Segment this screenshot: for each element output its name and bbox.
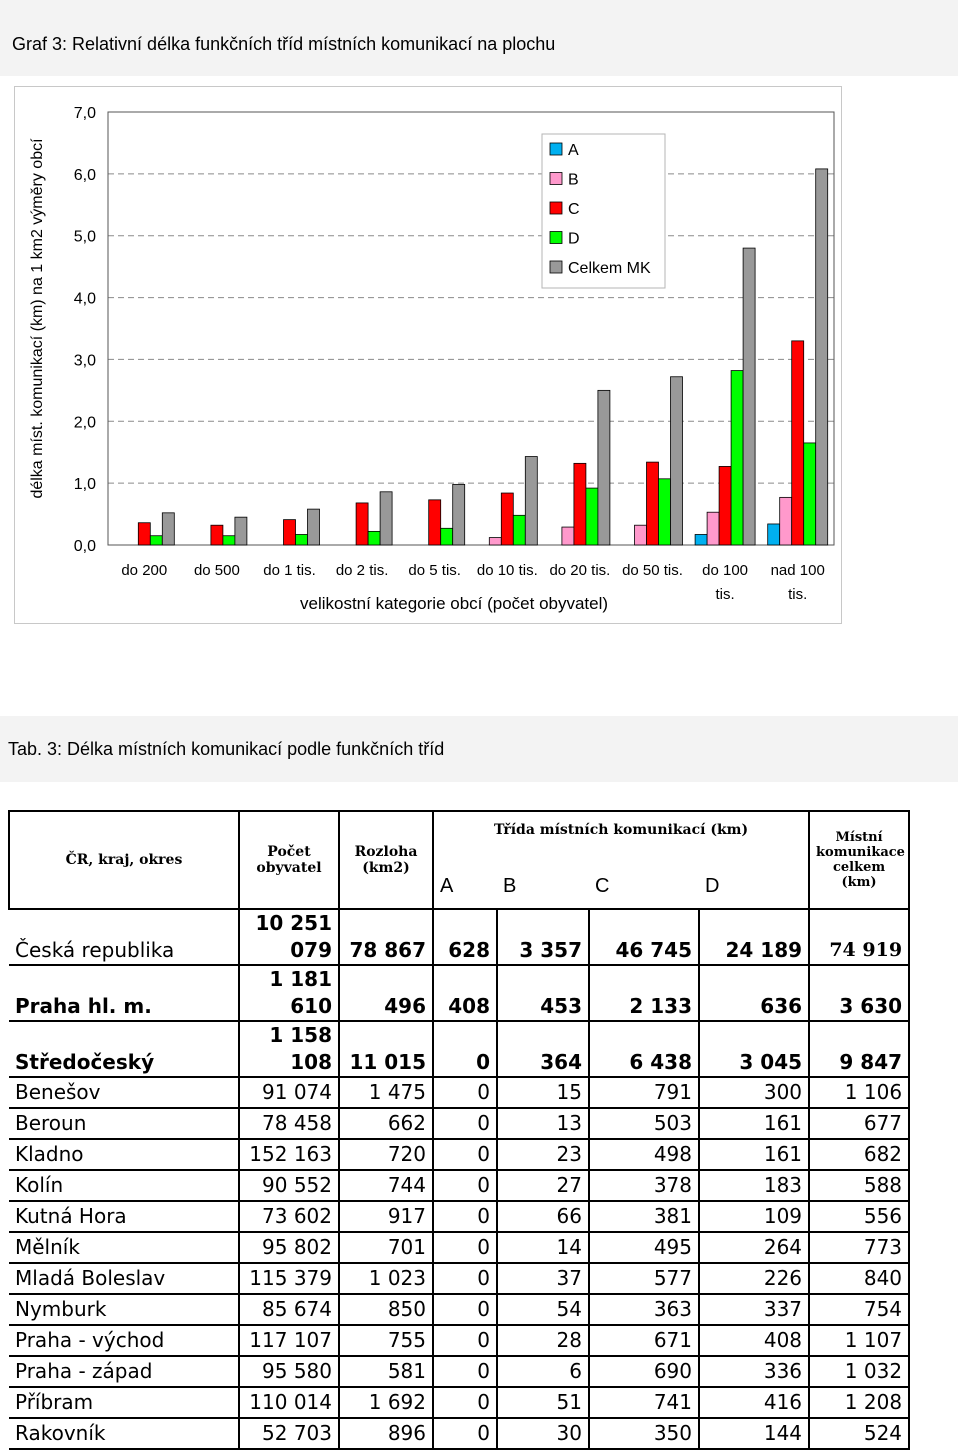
bar-d	[731, 371, 743, 545]
bar-d	[150, 536, 162, 545]
y-tick-label: 2,0	[73, 414, 96, 432]
population-cell: 52 703	[239, 1418, 339, 1449]
district-name: Kutná Hora	[9, 1201, 239, 1232]
class-b-cell: 3 357	[497, 909, 589, 965]
summary-row	[9, 1021, 909, 1077]
x-category-label: do 200	[121, 562, 168, 579]
class-a-cell: 0	[433, 1387, 497, 1418]
district-name: Beroun	[9, 1108, 239, 1139]
bar-d	[659, 479, 671, 545]
x-category-label: do 500	[193, 562, 240, 579]
bar-c	[647, 462, 659, 545]
legend-label: B	[568, 171, 579, 189]
x-category-label: nad 100	[770, 562, 825, 579]
bar-b	[635, 525, 647, 545]
bar-d	[296, 534, 308, 545]
bar-d	[804, 443, 816, 545]
population-cell: 73 602	[239, 1201, 339, 1232]
y-tick-label: 6,0	[73, 166, 96, 184]
header-class-d: D	[699, 865, 809, 909]
header-class-a: A	[433, 865, 497, 909]
y-axis-label: délka míst. komunikací (km) na 1 km2 výměry obcí	[29, 138, 46, 499]
class-a-cell: 0	[433, 1232, 497, 1263]
area-cell: 896	[339, 1418, 433, 1449]
area-cell: 1 023	[339, 1263, 433, 1294]
header-total	[809, 811, 909, 909]
district-name: Kladno	[9, 1139, 239, 1170]
total-cell: 524	[809, 1418, 909, 1449]
bar-b	[707, 512, 719, 545]
population-cell	[239, 909, 339, 965]
bar-c	[574, 463, 586, 545]
bar-a	[695, 534, 707, 545]
district-name: Praha - východ	[9, 1325, 239, 1356]
class-b-cell: 13	[497, 1108, 589, 1139]
legend-label: A	[568, 142, 579, 159]
district-row	[9, 1170, 909, 1201]
population-cell: 115 379	[239, 1263, 339, 1294]
population-cell: 91 074	[239, 1077, 339, 1108]
region-name: Česká republika	[9, 909, 239, 965]
total-cell: 556	[809, 1201, 909, 1232]
district-name: Rakovník	[9, 1418, 239, 1449]
header-population-line2: obyvatel	[256, 860, 322, 876]
x-category-label: do 100	[702, 562, 749, 579]
total-cell: 682	[809, 1139, 909, 1170]
total-cell: 3 630	[809, 965, 909, 1021]
legend-swatch	[550, 232, 562, 244]
class-d-cell: 109	[699, 1201, 809, 1232]
class-d-cell: 3 045	[699, 1021, 809, 1077]
class-a-cell: 0	[433, 1108, 497, 1139]
class-d-cell: 264	[699, 1232, 809, 1263]
header-population	[239, 811, 339, 909]
district-row	[9, 1263, 909, 1294]
total-cell: 1 107	[809, 1325, 909, 1356]
population-cell: 110 014	[239, 1387, 339, 1418]
class-b-cell: 30	[497, 1418, 589, 1449]
area-cell: 496	[339, 965, 433, 1021]
y-tick-label: 1,0	[73, 476, 96, 494]
population-line2: 079	[290, 938, 332, 962]
header-region: ČR, kraj, okres	[9, 811, 239, 909]
bar-celkem-mk	[671, 377, 683, 545]
class-a-cell: 0	[433, 1021, 497, 1077]
x-category-label: tis.	[788, 586, 808, 603]
class-b-cell: 37	[497, 1263, 589, 1294]
total-cell: 840	[809, 1263, 909, 1294]
area-cell: 581	[339, 1356, 433, 1387]
area-cell: 11 015	[339, 1021, 433, 1077]
class-d-cell: 416	[699, 1387, 809, 1418]
bar-c	[284, 520, 296, 545]
district-name: Kolín	[9, 1170, 239, 1201]
bar-b	[489, 538, 501, 545]
class-d-cell: 183	[699, 1170, 809, 1201]
area-cell: 701	[339, 1232, 433, 1263]
header-population-line1: Počet	[267, 844, 311, 860]
region-name: Praha hl. m.	[9, 965, 239, 1021]
y-tick-label: 4,0	[73, 290, 96, 308]
class-a-cell: 0	[433, 1418, 497, 1449]
legend-swatch	[550, 261, 562, 273]
bar-celkem-mk	[598, 390, 610, 545]
bar-d	[586, 488, 598, 545]
district-row	[9, 1201, 909, 1232]
class-a-cell: 408	[433, 965, 497, 1021]
class-b-cell: 54	[497, 1294, 589, 1325]
header-total-line3: celkem (km)	[832, 860, 886, 890]
chart-area	[14, 86, 842, 624]
class-c-cell: 690	[589, 1356, 699, 1387]
class-c-cell: 498	[589, 1139, 699, 1170]
class-a-cell: 0	[433, 1356, 497, 1387]
total-cell: 677	[809, 1108, 909, 1139]
district-name: Mladá Boleslav	[9, 1263, 239, 1294]
bar-celkem-mk	[525, 457, 537, 545]
class-a-cell: 0	[433, 1294, 497, 1325]
population-cell	[239, 965, 339, 1021]
bar-celkem-mk	[380, 492, 392, 545]
bar-chart	[15, 87, 841, 623]
bar-a	[768, 524, 780, 545]
class-a-cell: 0	[433, 1263, 497, 1294]
area-cell: 755	[339, 1325, 433, 1356]
bar-b	[780, 497, 792, 545]
x-category-label: do 50 tis.	[622, 562, 683, 579]
area-cell: 1 475	[339, 1077, 433, 1108]
bar-b	[562, 527, 574, 545]
legend-label: C	[568, 201, 580, 218]
x-category-label: do 10 tis.	[476, 562, 538, 579]
y-tick-label: 3,0	[73, 352, 96, 370]
district-name: Příbram	[9, 1387, 239, 1418]
class-a-cell: 628	[433, 909, 497, 965]
bar-c	[138, 523, 150, 545]
class-d-cell: 161	[699, 1108, 809, 1139]
class-c-cell: 378	[589, 1170, 699, 1201]
population-line1: 10 251	[255, 911, 332, 935]
class-b-cell: 6	[497, 1356, 589, 1387]
road-length-table	[8, 810, 908, 1450]
total-cell: 1 106	[809, 1077, 909, 1108]
bar-celkem-mk	[816, 169, 828, 545]
population-cell: 78 458	[239, 1108, 339, 1139]
header-classes: Třída místních komunikací (km)	[433, 811, 809, 865]
district-row	[9, 1077, 909, 1108]
region-name: Středočeský	[9, 1021, 239, 1077]
area-cell: 1 692	[339, 1387, 433, 1418]
bar-celkem-mk	[235, 517, 247, 545]
y-tick-label: 0,0	[73, 538, 96, 555]
class-d-cell: 144	[699, 1418, 809, 1449]
class-c-cell: 671	[589, 1325, 699, 1356]
class-b-cell: 66	[497, 1201, 589, 1232]
header-class-b: B	[497, 865, 589, 909]
x-category-label: do 5 tis.	[408, 562, 461, 579]
bar-d	[368, 531, 380, 545]
district-name: Nymburk	[9, 1294, 239, 1325]
header-class-c: C	[589, 865, 699, 909]
total-cell: 1 208	[809, 1387, 909, 1418]
bar-celkem-mk	[308, 509, 320, 545]
class-b-cell: 27	[497, 1170, 589, 1201]
total-cell: 588	[809, 1170, 909, 1201]
class-d-cell: 336	[699, 1356, 809, 1387]
bar-c	[792, 341, 804, 545]
class-a-cell: 0	[433, 1325, 497, 1356]
header-area	[339, 811, 433, 909]
bar-celkem-mk	[743, 248, 755, 545]
district-row	[9, 1418, 909, 1449]
class-b-cell: 51	[497, 1387, 589, 1418]
area-cell: 744	[339, 1170, 433, 1201]
population-line1: 1 158	[269, 1023, 332, 1047]
population-cell	[239, 1021, 339, 1077]
bar-d	[223, 536, 235, 545]
x-category-label: do 1 tis.	[263, 562, 316, 579]
header-total-line1: Místní	[835, 830, 883, 845]
x-category-label: do 2 tis.	[335, 562, 389, 579]
class-b-cell: 364	[497, 1021, 589, 1077]
class-b-cell: 15	[497, 1077, 589, 1108]
header-total-line2: komunikace	[816, 845, 905, 860]
district-row	[9, 1356, 909, 1387]
legend-swatch	[550, 143, 562, 155]
class-d-cell: 161	[699, 1139, 809, 1170]
legend-label: D	[568, 230, 580, 248]
area-cell: 662	[339, 1108, 433, 1139]
area-cell: 917	[339, 1201, 433, 1232]
class-d-cell: 24 189	[699, 909, 809, 965]
class-b-cell: 23	[497, 1139, 589, 1170]
bar-c	[719, 466, 731, 545]
total-cell: 754	[809, 1294, 909, 1325]
population-cell: 95 802	[239, 1232, 339, 1263]
bar-celkem-mk	[453, 484, 465, 545]
district-row	[9, 1294, 909, 1325]
population-cell: 117 107	[239, 1325, 339, 1356]
legend-label: Celkem MK	[568, 260, 651, 277]
total-cell: 9 847	[809, 1021, 909, 1077]
bar-c	[501, 493, 513, 545]
class-c-cell: 495	[589, 1232, 699, 1263]
district-row	[9, 1108, 909, 1139]
class-c-cell: 363	[589, 1294, 699, 1325]
total-cell: 773	[809, 1232, 909, 1263]
class-d-cell: 300	[699, 1077, 809, 1108]
x-category-label: do 20 tis.	[549, 562, 611, 579]
header-area-line1: Rozloha	[354, 844, 418, 860]
legend-swatch	[550, 173, 562, 185]
district-row	[9, 1139, 909, 1170]
population-line2: 610	[290, 994, 332, 1018]
table-title: Tab. 3: Délka místních komunikací podle funkčních tříd	[8, 739, 445, 759]
class-c-cell: 6 438	[589, 1021, 699, 1077]
y-tick-label: 7,0	[73, 105, 96, 122]
class-a-cell: 0	[433, 1139, 497, 1170]
population-cell: 85 674	[239, 1294, 339, 1325]
district-name: Mělník	[9, 1232, 239, 1263]
y-tick-label: 5,0	[73, 228, 96, 246]
bar-c	[356, 503, 368, 545]
class-a-cell: 0	[433, 1201, 497, 1232]
class-a-cell: 0	[433, 1077, 497, 1108]
header-area-line2: (km2)	[362, 860, 410, 876]
population-cell: 152 163	[239, 1139, 339, 1170]
bar-d	[441, 528, 453, 545]
x-category-label: tis.	[715, 586, 735, 603]
district-row	[9, 1387, 909, 1418]
class-c-cell: 381	[589, 1201, 699, 1232]
summary-row	[9, 965, 909, 1021]
class-d-cell: 408	[699, 1325, 809, 1356]
chart-title: Graf 3: Relativní délka funkčních tříd místních komunikací na plochu	[12, 34, 556, 54]
class-c-cell: 2 133	[589, 965, 699, 1021]
area-cell: 720	[339, 1139, 433, 1170]
summary-row	[9, 909, 909, 965]
legend-swatch	[550, 202, 562, 214]
population-cell: 95 580	[239, 1356, 339, 1387]
bar-d	[513, 515, 525, 545]
bar-c	[211, 525, 223, 545]
area-cell: 78 867	[339, 909, 433, 965]
district-name: Benešov	[9, 1077, 239, 1108]
total-cell: 1 032	[809, 1356, 909, 1387]
bar-c	[429, 500, 441, 545]
district-row	[9, 1232, 909, 1263]
class-c-cell: 503	[589, 1108, 699, 1139]
class-c-cell: 46 745	[589, 909, 699, 965]
bar-celkem-mk	[162, 513, 174, 545]
class-d-cell: 337	[699, 1294, 809, 1325]
area-cell: 850	[339, 1294, 433, 1325]
class-c-cell: 741	[589, 1387, 699, 1418]
total-cell: 74 919	[809, 909, 909, 965]
population-line1: 1 181	[269, 967, 332, 991]
class-b-cell: 28	[497, 1325, 589, 1356]
class-a-cell: 0	[433, 1170, 497, 1201]
district-row	[9, 1325, 909, 1356]
class-b-cell: 14	[497, 1232, 589, 1263]
district-name: Praha - západ	[9, 1356, 239, 1387]
class-c-cell: 791	[589, 1077, 699, 1108]
class-b-cell: 453	[497, 965, 589, 1021]
x-axis-label: velikostní kategorie obcí (počet obyvatel)	[300, 594, 609, 613]
class-d-cell: 636	[699, 965, 809, 1021]
class-d-cell: 226	[699, 1263, 809, 1294]
class-c-cell: 350	[589, 1418, 699, 1449]
population-cell: 90 552	[239, 1170, 339, 1201]
class-c-cell: 577	[589, 1263, 699, 1294]
population-line2: 108	[290, 1050, 332, 1074]
